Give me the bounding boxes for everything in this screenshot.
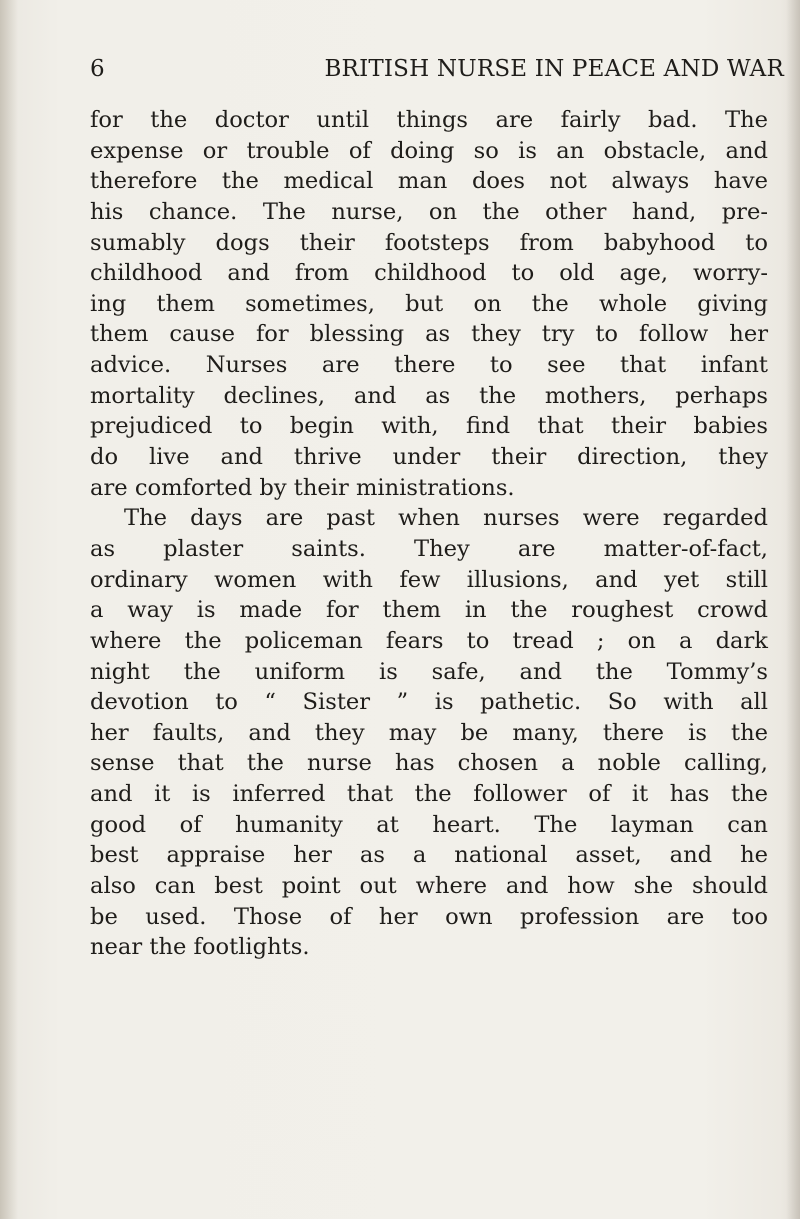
body-text: [90, 105, 768, 963]
page-number: 6: [90, 56, 105, 82]
text-line: them cause for blessing as they try to follow her: [90, 321, 768, 348]
text-line: sumably dogs their footsteps from babyhood to: [90, 229, 768, 256]
text-line: be used. Those of her own profession are too: [90, 903, 768, 930]
text-line: as plaster saints. They are matter-of-fact,: [90, 535, 768, 562]
text-line: night the uniform is safe, and the Tommy’s: [90, 658, 768, 685]
text-line: The days are past when nurses were regarded: [124, 505, 768, 532]
text-line: near the footlights.: [90, 934, 310, 961]
text-line: best appraise her as a national asset, and he: [90, 842, 768, 869]
text-line: sense that the nurse has chosen a noble calling,: [90, 750, 768, 777]
text-line: devotion to “ Sister ” is pathetic. So with all: [90, 689, 768, 716]
text-line: mortality declines, and as the mothers, perhaps: [90, 382, 768, 409]
text-line: expense or trouble of doing so is an obstacle, and: [90, 137, 768, 164]
text-line: prejudiced to begin with, find that their babies: [90, 413, 768, 440]
text-line: where the policeman fears to tread ; on a dark: [90, 627, 768, 654]
text-line: childhood and from childhood to old age, worry-: [90, 260, 768, 287]
text-line: her faults, and they may be many, there is the: [90, 719, 768, 746]
text-line: are comforted by their ministrations.: [90, 474, 515, 501]
running-title: BRITISH NURSE IN PEACE AND WAR: [324, 56, 784, 82]
text-line: therefore the medical man does not always have: [90, 168, 768, 195]
text-line: his chance. The nurse, on the other hand, pre-: [90, 198, 768, 225]
text-line: advice. Nurses are there to see that infant: [90, 352, 768, 379]
text-line: ordinary women with few illusions, and yet still: [90, 566, 768, 593]
text-line: and it is inferred that the follower of it has the: [90, 781, 768, 808]
page-gutter-shadow: [0, 0, 18, 1219]
running-head: [90, 56, 788, 96]
text-line: do live and thrive under their direction, they: [90, 444, 768, 471]
text-line: a way is made for them in the roughest crowd: [90, 597, 768, 624]
text-line: ing them sometimes, but on the whole giving: [90, 290, 768, 317]
text-line: also can best point out where and how she should: [90, 873, 768, 900]
text-line: good of humanity at heart. The layman can: [90, 811, 768, 838]
text-line: for the doctor until things are fairly bad. The: [90, 107, 768, 133]
page-edge-shadow: [786, 0, 800, 1219]
